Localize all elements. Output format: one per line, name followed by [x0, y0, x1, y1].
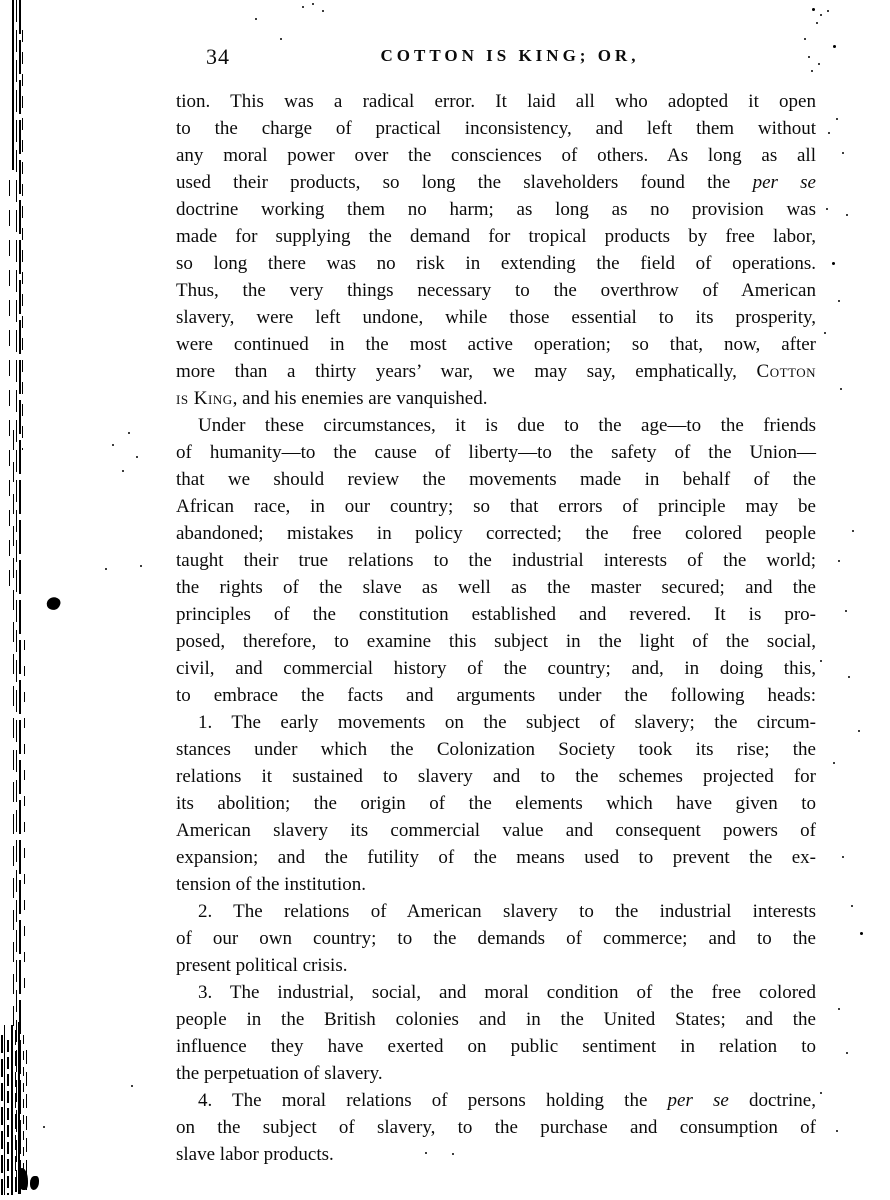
text-segment: Thus, the very things necessary to the overthrow of American: [176, 280, 816, 301]
scan-speckle: [838, 560, 840, 562]
scan-speckle: [824, 332, 826, 334]
scan-speckle: [836, 118, 838, 120]
text-line: [176, 682, 816, 709]
text-line: [176, 520, 816, 547]
text-segment: of humanity—to the cause of liberty—to the safety of the Union—: [176, 442, 816, 463]
scan-artifact-line: [24, 640, 25, 1000]
text-segment: principles of the constitution established and revered. It is pro-: [176, 604, 816, 625]
text-segment: present political crisis.: [176, 955, 348, 976]
scan-speckle: [280, 38, 282, 40]
text-line: [176, 358, 816, 385]
text-segment: relations it sustained to slavery and to the schemes projected for: [176, 766, 816, 787]
text-segment: doctrine working them no harm; as long as no provision was: [176, 199, 816, 220]
text-segment: civil, and commercial history of the country; and, in doing this,: [176, 658, 816, 679]
text-line: [176, 88, 816, 115]
text-line: [176, 844, 816, 871]
scan-speckle: [851, 905, 853, 907]
scan-speckle: [846, 214, 848, 216]
text-line: [176, 466, 816, 493]
scan-speckle: [255, 18, 257, 20]
scan-speckle: [812, 8, 815, 11]
text-line: [176, 601, 816, 628]
scan-speckle: [816, 22, 818, 24]
page-number: 34: [206, 44, 230, 69]
text-line: [176, 736, 816, 763]
scan-speckle: [852, 530, 854, 532]
scan-artifact-line: [13, 430, 14, 1030]
scan-speckle: [836, 1130, 838, 1132]
text-line: [176, 790, 816, 817]
scan-speckle: [312, 3, 314, 5]
text-segment: is King: [176, 388, 233, 409]
scan-speckle: [818, 63, 820, 65]
scan-speckle: [302, 6, 304, 8]
text-segment: tion. This was a radical error. It laid all who adopted it open: [176, 91, 816, 112]
scan-speckle: [820, 660, 822, 662]
text-line: [176, 871, 816, 898]
text-segment: 4. The moral relations of persons holding the: [198, 1090, 668, 1111]
scan-artifact-line: [19, 0, 21, 1200]
text-line: [176, 439, 816, 466]
scan-speckle: [833, 762, 835, 764]
text-segment: slave labor products.: [176, 1144, 334, 1165]
text-line: [176, 574, 816, 601]
scan-speckle: [425, 1152, 427, 1154]
scan-speckle: [845, 610, 847, 612]
scan-speckle: [842, 152, 844, 154]
text-segment: to embrace the facts and arguments under the following heads:: [176, 685, 816, 706]
scan-speckle: [858, 730, 860, 732]
text-line: [176, 709, 816, 736]
scan-speckle: [832, 262, 835, 265]
text-line: [176, 142, 816, 169]
running-head-title: COTTON IS KING; OR,: [380, 46, 640, 65]
text-segment: 1. The early movements on the subject of slavery; the circum-: [198, 712, 816, 733]
text-segment: African race, in our country; so that errors of principle may be: [176, 496, 816, 517]
text-segment: of our own country; to the demands of commerce; and to the: [176, 928, 816, 949]
scan-artifact-line: [1, 1035, 3, 1195]
text-segment: 3. The industrial, social, and moral condition of the free colored: [198, 982, 816, 1003]
scan-speckle: [808, 56, 810, 58]
text-segment: the rights of the slave as well as the master secured; and the: [176, 577, 816, 598]
scan-speckle: [848, 676, 850, 678]
scan-artifact-line: [11, 1025, 13, 1195]
text-line: [176, 277, 816, 304]
scan-artifact-line: [15, 1030, 16, 1195]
scan-artifact-line: [26, 1050, 27, 1190]
text-segment: American slavery its commercial value and consequent powers of: [176, 820, 816, 841]
text-segment: influence they have exerted on public sentiment in relation to: [176, 1036, 816, 1057]
scan-speckle: [452, 1153, 454, 1155]
text-line: [176, 817, 816, 844]
scan-speckle: [804, 38, 806, 40]
text-segment: slavery, were left undone, while those essential to its prosperity,: [176, 307, 816, 328]
scan-speckle: [846, 1052, 848, 1054]
scan-speckle: [827, 10, 829, 12]
scan-speckle: [112, 444, 114, 446]
scan-speckle: [828, 132, 830, 134]
text-segment: on the subject of slavery, to the purchase and consumption of: [176, 1117, 816, 1138]
text-segment: doctrine,: [728, 1090, 816, 1111]
scan-artifact-line: [12, 0, 14, 170]
text-segment: were continued in the most active operation; so that, now, after: [176, 334, 816, 355]
text-segment: made for supplying the demand for tropical products by free labor,: [176, 226, 816, 247]
scan-speckle: [131, 1085, 133, 1087]
scan-speckle: [811, 70, 813, 72]
text-segment: per se: [667, 1090, 729, 1111]
text-line: [176, 1087, 816, 1114]
scan-speckle: [826, 208, 828, 210]
ink-blob: [30, 1176, 39, 1190]
scan-speckle: [128, 432, 130, 434]
text-line: [176, 628, 816, 655]
text-segment: the perpetuation of slavery.: [176, 1063, 383, 1084]
scan-speckle: [833, 45, 836, 48]
text-line: [176, 1141, 816, 1168]
text-line: [176, 169, 816, 196]
text-line: [176, 1033, 816, 1060]
scan-speckle: [820, 14, 822, 16]
page-body: [176, 88, 816, 1168]
text-segment: 2. The relations of American slavery to the industrial interests: [198, 901, 816, 922]
scan-artifact-line: [22, 30, 23, 450]
scan-speckle: [842, 856, 844, 858]
text-segment: Under these circumstances, it is due to the age—to the friends: [198, 415, 816, 436]
text-segment: expansion; and the futility of the means used to prevent the ex-: [176, 847, 816, 868]
text-line: [176, 412, 816, 439]
ink-blob: [45, 595, 62, 612]
scan-speckle: [105, 568, 107, 570]
scan-speckle: [840, 388, 842, 390]
text-segment: tension of the institution.: [176, 874, 366, 895]
text-line: [176, 898, 816, 925]
scan-speckle: [820, 1092, 822, 1094]
scan-artifact-line: [16, 0, 17, 1200]
scan-speckle: [122, 470, 124, 472]
text-line: [176, 304, 816, 331]
text-segment: stances under which the Colonization Society took its rise; the: [176, 739, 816, 760]
text-line: [176, 223, 816, 250]
text-segment: to the charge of practical inconsistency, and left them without: [176, 118, 816, 139]
text-segment: Cotton: [756, 361, 816, 382]
text-segment: , and his enemies are vanquished.: [232, 388, 488, 409]
text-segment: per se: [752, 172, 816, 193]
scan-speckle: [140, 565, 142, 567]
scan-speckle: [136, 456, 138, 458]
text-line: [176, 115, 816, 142]
text-segment: used their products, so long the slaveholders found the: [176, 172, 753, 193]
text-line: [176, 979, 816, 1006]
scan-speckle: [860, 932, 863, 935]
scan-speckle: [43, 1126, 45, 1128]
text-line: [176, 1006, 816, 1033]
text-segment: its abolition; the origin of the elements which have given to: [176, 793, 816, 814]
text-line: [176, 331, 816, 358]
text-segment: any moral power over the consciences of others. As long as all: [176, 145, 816, 166]
text-line: [176, 1060, 816, 1087]
text-line: [176, 1114, 816, 1141]
text-segment: so long there was no risk in extending the field of operations.: [176, 253, 816, 274]
scan-speckle: [838, 1008, 840, 1010]
text-segment: abandoned; mistakes in policy corrected; the free colored people: [176, 523, 816, 544]
text-line: [176, 385, 816, 412]
text-line: [176, 493, 816, 520]
text-segment: taught their true relations to the industrial interests of the world;: [176, 550, 816, 571]
scan-speckle: [838, 300, 840, 302]
text-segment: that we should review the movements made in behalf of the: [176, 469, 816, 490]
text-line: [176, 952, 816, 979]
text-line: [176, 196, 816, 223]
scan-artifact-line: [4, 1025, 5, 1195]
text-line: [176, 925, 816, 952]
text-segment: posed, therefore, to examine this subject in the light of the social,: [176, 631, 816, 652]
text-segment: people in the British colonies and in the United States; and the: [176, 1009, 816, 1030]
scan-artifact-line: [9, 180, 10, 600]
text-line: [176, 763, 816, 790]
text-line: [176, 547, 816, 574]
scan-speckle: [322, 10, 324, 12]
text-segment: more than a thirty years’ war, we may say, emphatically,: [176, 361, 757, 382]
text-line: [176, 655, 816, 682]
text-line: [176, 250, 816, 277]
scan-artifact-line: [7, 1040, 9, 1195]
